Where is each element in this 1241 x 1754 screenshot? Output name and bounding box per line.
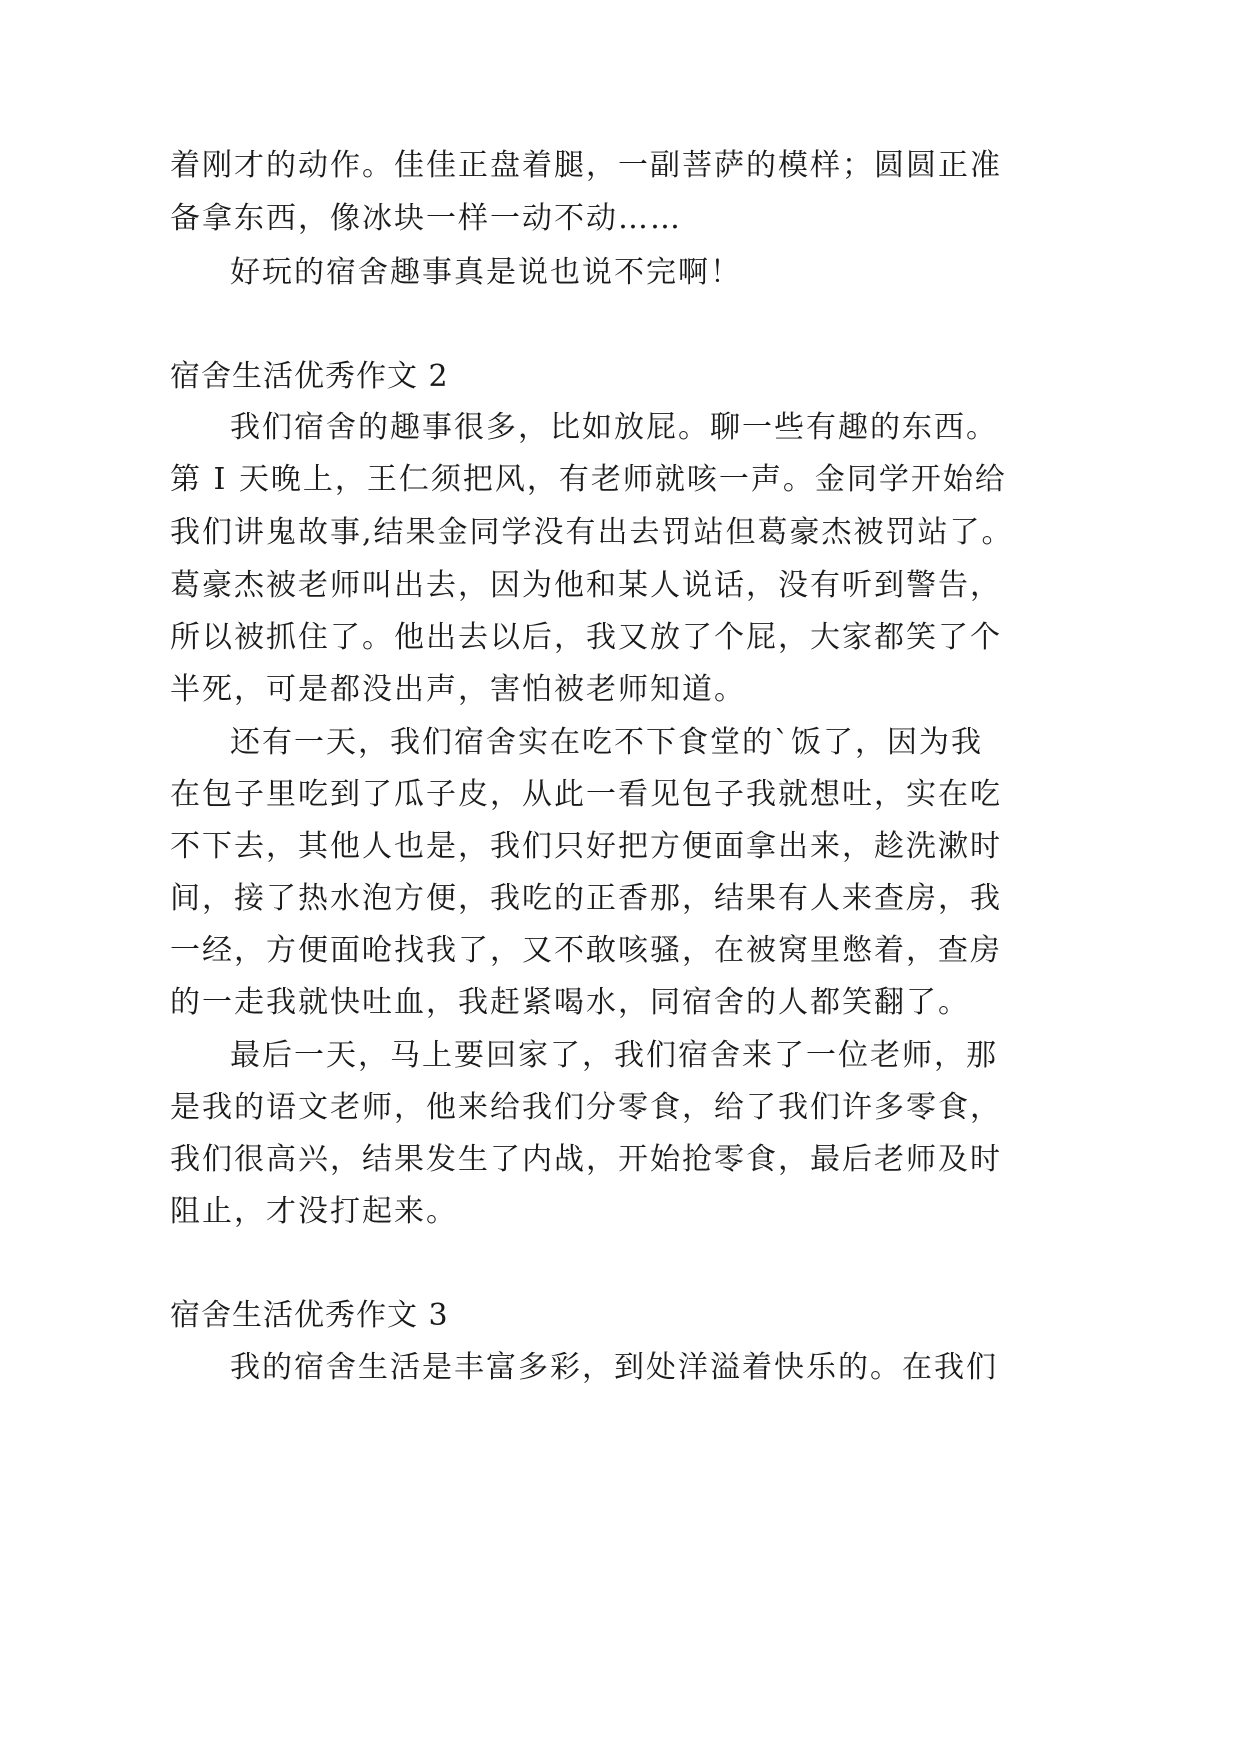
text-line-content: 好玩的宿舍趣事真是说也说不完啊！	[230, 255, 742, 290]
text-line-content: 还有一天，我们宿舍实在吃不下食堂的`饭了，因为我	[230, 725, 983, 760]
text-line-content: 第 I 天晚上，王仁须把风，有老师就咳一声。金同学开始给	[170, 462, 1007, 497]
text-line-content: 阻止，才没打起来。	[170, 1194, 458, 1229]
text-line-content: 是我的语文老师，他来给我们分零食，给了我们许多零食，	[170, 1090, 1002, 1125]
text-line-content: 我们宿舍的趣事很多，比如放屁。聊一些有趣的东西。	[230, 410, 998, 445]
text-line-content: 备拿东西，像冰块一样一动不动……	[170, 201, 682, 236]
text-line-content: 间，接了热水泡方便，我吃的正香那，结果有人来查房，我	[170, 881, 1002, 916]
text-line-content: 葛豪杰被老师叫出去，因为他和某人说话，没有听到警告，	[170, 568, 1002, 603]
text-line-content: 我的宿舍生活是丰富多彩，到处洋溢着快乐的。在我们	[230, 1350, 998, 1385]
text-line-content: 所以被抓住了。他出去以后，我又放了个屁，大家都笑了个	[170, 620, 1002, 655]
text-line-content: 着刚才的动作。佳佳正盘着腿，一副菩萨的模样；圆圆正准	[170, 148, 1002, 183]
text-line-content: 不下去，其他人也是，我们只好把方便面拿出来，趁洗漱时	[170, 829, 1002, 864]
text-line-content: 我们很高兴，结果发生了内战，开始抢零食，最后老师及时	[170, 1142, 1002, 1177]
section-heading-text: 宿舍生活优秀作文 2	[170, 359, 449, 394]
text-line-content: 我们讲鬼故事,结果金同学没有出去罚站但葛豪杰被罚站了。	[170, 515, 1014, 550]
section-heading-text: 宿舍生活优秀作文 3	[170, 1298, 449, 1333]
text-line-content: 一经，方便面呛找我了，又不敢咳骚，在被窝里憋着，查房	[170, 933, 1002, 968]
text-line-content: 半死，可是都没出声，害怕被老师知道。	[170, 672, 746, 707]
text-line-content: 最后一天，马上要回家了，我们宿舍来了一位老师，那	[230, 1038, 998, 1073]
text-line-content: 在包子里吃到了瓜子皮，从此一看见包子我就想吐，实在吃	[170, 777, 1002, 812]
text-line-content: 的一走我就快吐血，我赶紧喝水，同宿舍的人都笑翻了。	[170, 985, 970, 1020]
